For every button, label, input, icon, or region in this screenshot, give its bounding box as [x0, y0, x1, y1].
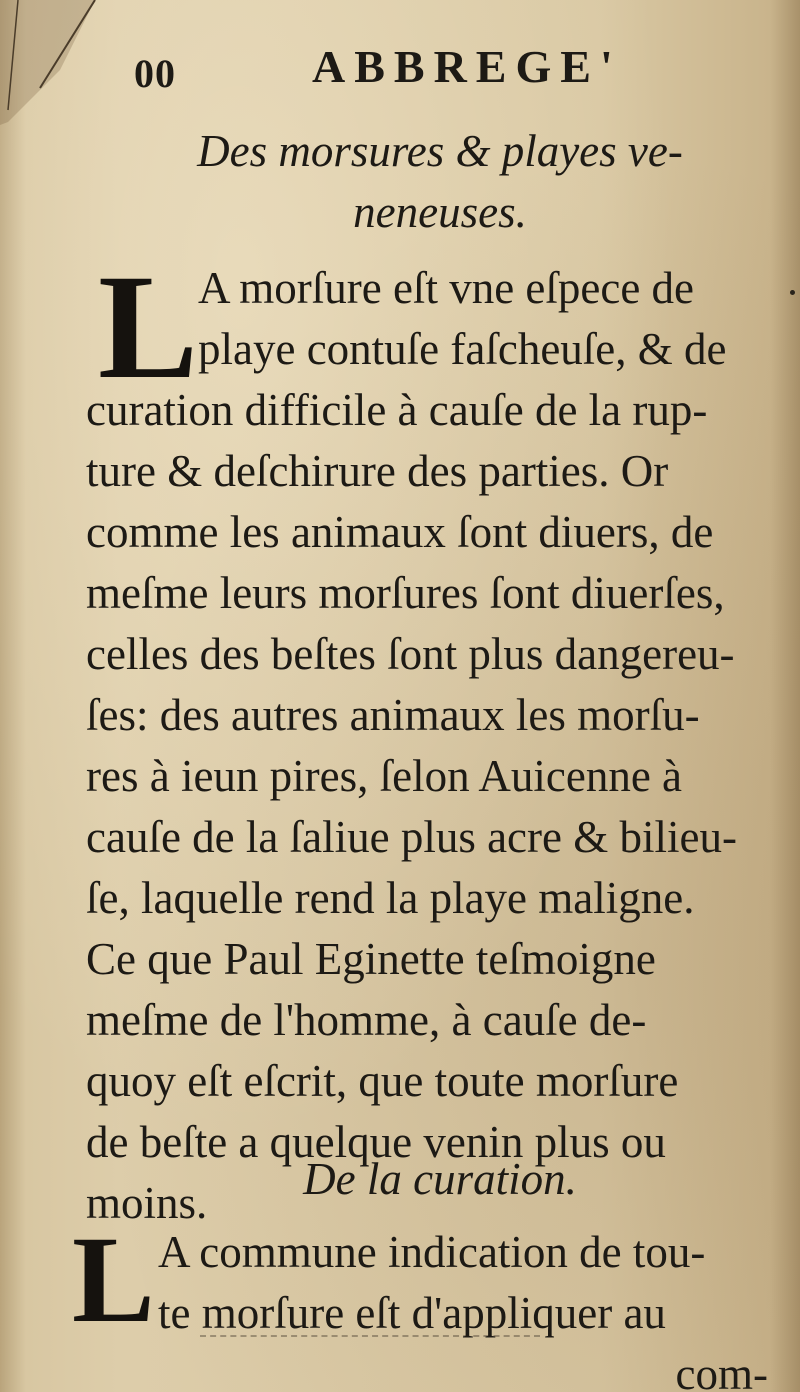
text-line: meſme de l'homme, à cauſe de-: [86, 995, 647, 1045]
text-line: moins.: [86, 1178, 208, 1228]
section-title-line: Des morsures & playes ve-: [197, 126, 683, 176]
section-title-morsures: [120, 122, 760, 244]
section-title-curation: De la curation.: [303, 1154, 577, 1204]
text-line: te morſure eſt d'appliquer au: [158, 1288, 666, 1338]
text-line: celles des beſtes ſont plus dangereu-: [86, 629, 735, 679]
section-title-line: neneuses.: [353, 187, 527, 237]
faint-rule: [200, 1335, 540, 1337]
text-line: Ce que Paul Eginette teſmoigne: [86, 934, 656, 984]
text-line: ſe, laquelle rend la playe maligne.: [86, 873, 695, 923]
text-line: res à ieun pires, ſelon Auicenne à: [86, 751, 683, 801]
drop-cap-initial: L: [98, 244, 199, 410]
drop-cap-initial: L: [72, 1211, 155, 1348]
text-line: ſes: des autres animaux les morſu-: [86, 690, 700, 740]
text-line: de beſte a quelque venin plus ou: [86, 1117, 666, 1167]
paragraph-morsures: [86, 258, 768, 1234]
text-line: A morſure eſt vne eſpece de: [198, 263, 695, 313]
text-line: cauſe de la ſaliue plus acre & bilieu-: [86, 812, 737, 862]
text-line: comme les animaux ſont diuers, de: [86, 507, 714, 557]
text-line: playe contuſe faſcheuſe, & de: [198, 324, 727, 374]
catchword: com-: [675, 1349, 768, 1392]
text-line: curation difficile à cauſe de la rup-: [86, 385, 708, 435]
running-title: ABBREGE': [312, 41, 622, 92]
margin-dot: [790, 290, 795, 295]
text-line: ture & deſchirure des parties. Or: [86, 446, 669, 496]
paragraph-curation: [86, 1222, 768, 1392]
page-number: 00: [134, 51, 176, 96]
text-line: quoy eſt eſcrit, que toute morſure: [86, 1056, 679, 1106]
text-line: A commune indication de tou-: [158, 1227, 706, 1277]
text-line: meſme leurs morſures ſont diuerſes,: [86, 568, 725, 618]
page-header: [0, 40, 800, 100]
